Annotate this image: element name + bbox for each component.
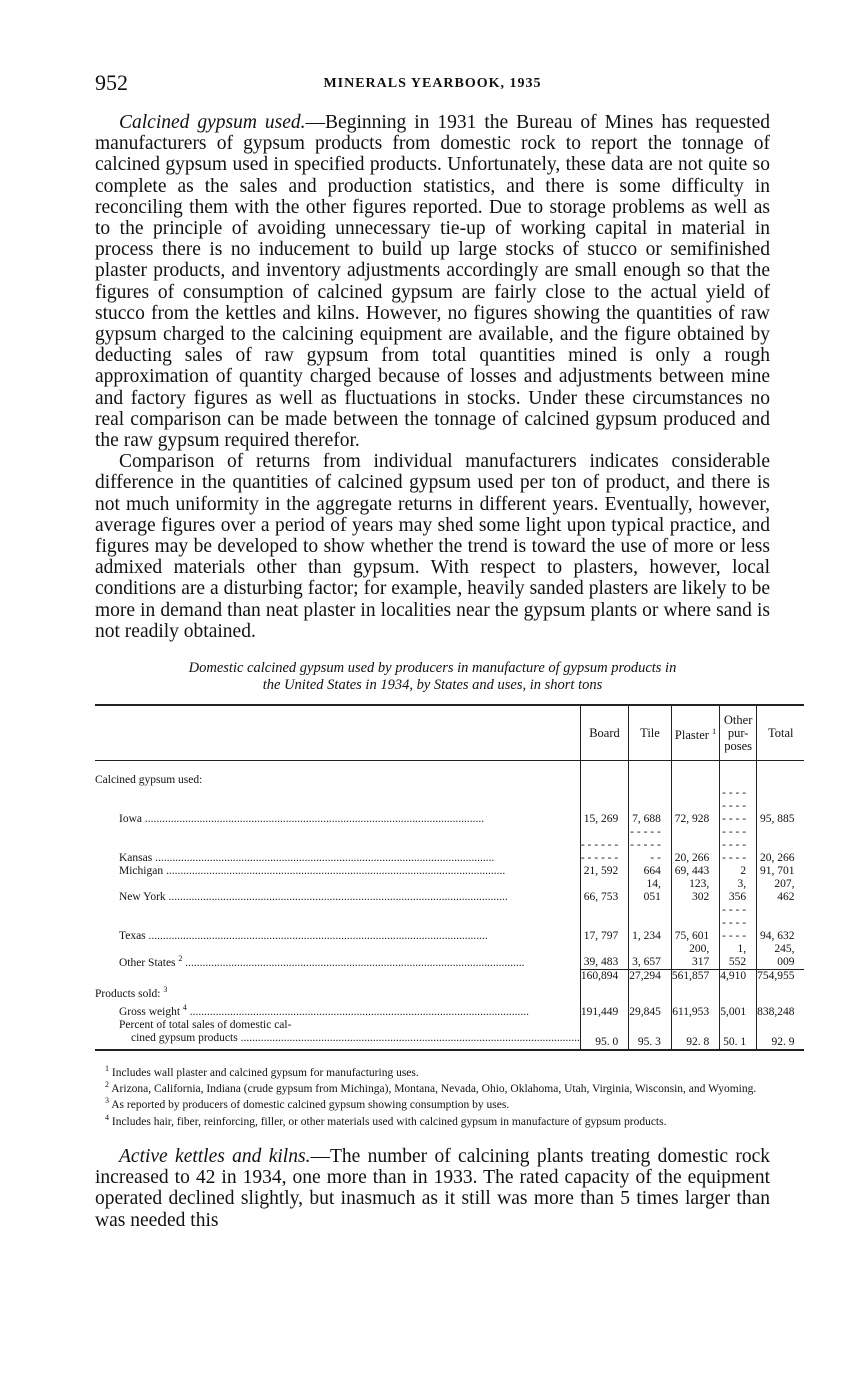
group-label-row xyxy=(95,774,804,787)
cell-plaster: 20, 266 xyxy=(671,826,719,865)
group-label-row xyxy=(95,983,804,1001)
cell-tile xyxy=(629,826,672,865)
cell-total: 91, 701 xyxy=(757,865,805,878)
footnotes xyxy=(95,1063,770,1128)
footnote xyxy=(95,1095,770,1111)
subtotal-row xyxy=(95,970,804,984)
row-label-text: Gross weight xyxy=(119,1005,181,1018)
cell-plaster: 611,953 xyxy=(671,1001,719,1019)
group-label-text: Products sold: xyxy=(95,987,161,1000)
cell-board: 17, 797 xyxy=(580,904,628,943)
row-label: cined gypsum products ..... xyxy=(131,1032,580,1045)
section-runin-title: Calcined gypsum used. xyxy=(119,112,306,133)
cell-board: 66, 753 xyxy=(580,878,628,904)
cell-board: 160,894 xyxy=(580,970,628,984)
table-header-row xyxy=(95,705,804,761)
cell-board xyxy=(580,826,628,865)
footnote xyxy=(95,1079,770,1095)
table-row xyxy=(95,787,804,826)
cell-plaster: 123, 302 xyxy=(671,878,719,904)
cell-tile: 3, 657 xyxy=(629,943,672,970)
cell-plaster: 75, 601 xyxy=(671,904,719,943)
cell-tile: 29,845 xyxy=(629,1001,672,1019)
cell-tile: 14, 051 xyxy=(629,878,672,904)
footnote-text: Arizona, California, Indiana (crude gypsum from Michinga), Montana, Nevada, Ohio, Oklahoma, Utah, Virginia, Wisconsin, and Wyoming. xyxy=(111,1082,757,1095)
table-row xyxy=(95,1032,804,1050)
page-header xyxy=(95,70,770,98)
table-row xyxy=(95,1001,804,1019)
table-row xyxy=(95,826,804,865)
footnote-text: As reported by producers of domestic calcined gypsum showing consumption by uses. xyxy=(111,1099,510,1112)
row-label-text: Other States xyxy=(119,956,176,969)
footnote-ref: 4 xyxy=(182,1002,187,1012)
footnote-text: Includes wall plaster and calcined gypsum for manufacturing uses. xyxy=(111,1066,419,1079)
table-row xyxy=(95,878,804,904)
cell-board: 21, 592 xyxy=(580,865,628,878)
footnote-ref: 3 xyxy=(163,985,168,995)
cell-tile: 27,294 xyxy=(629,970,672,984)
row-label: Michigan ..... xyxy=(119,865,580,878)
cell-other: 2 xyxy=(720,865,757,878)
footnote-mark: 3 xyxy=(105,1096,109,1106)
row-label: Percent of total sales of domestic cal- xyxy=(119,1018,292,1031)
footnote-text: Includes hair, fiber, reinforcing, filler, or other materials used with calcined gypsum in manufacture of gypsum products. xyxy=(111,1115,667,1128)
table-row xyxy=(95,904,804,943)
spacer-row xyxy=(95,761,804,775)
footnote-ref: 2 xyxy=(178,953,183,963)
footnote-ref: 1 xyxy=(712,726,717,736)
cell-plaster: 92. 8 xyxy=(671,1032,719,1050)
table-row xyxy=(95,865,804,878)
row-label xyxy=(119,1001,580,1019)
paragraph-active-kettles xyxy=(95,1146,770,1231)
caption-line: the United States in 1934, by States and uses, in short tons xyxy=(262,677,603,694)
cell-tile: 664 xyxy=(629,865,672,878)
paragraph-comparison: Comparison of returns from individual manufacturers indicates considerable difference in the quantities of calcined gypsum used per ton of product, and there is not much uniformity in the aggregate returns in different years. Eventually, however, average figures over a period of years may shed some light upon typical practice, and figures may be developed to show whether the trend is toward the use of more or less admixed materials other than gypsum. With respect to plasters, however, local conditions are a disturbing factor; for example, heavily sanded plasters are likely to be more in demand than neat plaster in localities near the gypsum plants or where sand is not readily obtained. xyxy=(95,451,770,642)
paragraph-calcined-gypsum-used xyxy=(95,112,770,451)
cell-board: 15, 269 xyxy=(580,787,628,826)
cell-total: 245, 009 xyxy=(757,943,805,970)
caption-line: Domestic calcined gypsum used by producers in manufacture of gypsum products in xyxy=(188,660,677,677)
calcined-gypsum-table xyxy=(95,704,804,1051)
cell-tile: 7, 688 xyxy=(629,787,672,826)
row-label: Iowa ..... xyxy=(119,813,580,826)
cell-other: 5,001 xyxy=(720,1001,757,1019)
cell-plaster: 69, 443 xyxy=(671,865,719,878)
cell-tile: 95. 3 xyxy=(629,1032,672,1050)
cell-total: 92. 9 xyxy=(757,1032,805,1050)
cell-board: 191,449 xyxy=(580,1001,628,1019)
col-header-board: Board xyxy=(580,705,628,761)
cell-total: 754,955 xyxy=(757,970,805,984)
cell-total: 838,248 xyxy=(757,1001,805,1019)
cell-plaster: 72, 928 xyxy=(671,787,719,826)
footnote-mark: 4 xyxy=(105,1112,109,1122)
cell-board: 39, 483 xyxy=(580,943,628,970)
row-label: Texas ..... xyxy=(119,930,580,943)
col-header-total: Total xyxy=(757,705,805,761)
row-label xyxy=(119,952,580,970)
paragraph-text: —The number of calcining plants treating domestic rock increased to 42 in 1934, one more than in 1933. The rated capacity of the equipment operated declined slightly, but inasmuch as it still was more than 5 times larger than was needed this xyxy=(95,1146,770,1231)
running-title: MINERALS YEARBOOK, 1935 xyxy=(323,76,542,91)
cell-board: 95. 0 xyxy=(580,1032,628,1050)
col-header-tile: Tile xyxy=(629,705,672,761)
page-number: 952 xyxy=(95,70,128,95)
table-row xyxy=(95,1019,804,1032)
footnote xyxy=(95,1063,770,1079)
table-row xyxy=(95,943,804,970)
cell-total: 20, 266 xyxy=(757,826,805,865)
cell-total: 207, 462 xyxy=(757,878,805,904)
row-label: New York ..... xyxy=(119,891,580,904)
cell-other xyxy=(720,787,757,826)
cell-plaster: 561,857 xyxy=(671,970,719,984)
cell-total: 94, 632 xyxy=(757,904,805,943)
document-page xyxy=(95,70,795,1231)
cell-plaster: 200, 317 xyxy=(671,943,719,970)
group-label xyxy=(95,983,580,1001)
paragraph-text: —Beginning in 1931 the Bureau of Mines has requested manufacturers of gypsum products from domestic rock to report the tonnage of calcined gypsum used in specified products. Unfortunately, these data are not quite so complete as the sales and production statistics, and there is some difficulty in reconciling them with the other figures reported. Due to storage problems as well as to the principle of avoiding unnecessary tie-up of working capital in material in process there is no inducement to build up large stocks of stucco or semifinished plaster products, and inventory adjustments accordingly are small enough so that the figures of consumption of calcined gypsum are fairly close to the actual yield of stucco from the kettles and kilns. However, no figures showing the quantities of raw gypsum charged to the calcining equipment are available, and the figure obtained by deducting sales of raw gypsum from total quantities mined is only a rough approximation of quantity charged because of losses and adjustments between mine and factory figures as well as fluctuations in stocks. Under these circumstances no real comparison can be made between the tonnage of calcined gypsum produced and the raw gypsum required therefor. xyxy=(95,112,770,452)
footnote-mark: 2 xyxy=(105,1080,109,1090)
cell-other: 50. 1 xyxy=(720,1032,757,1050)
cell-other: 4,910 xyxy=(720,970,757,984)
footnote-mark: 1 xyxy=(105,1063,109,1073)
cell-total: 95, 885 xyxy=(757,787,805,826)
col-header-other-purposes: Other pur-poses xyxy=(720,705,757,761)
cell-other: 3, 356 xyxy=(720,878,757,904)
stub-header xyxy=(95,705,580,761)
group-label: Calcined gypsum used: xyxy=(95,774,203,787)
table-caption xyxy=(95,660,770,694)
footnote xyxy=(95,1112,770,1128)
col-header-plaster xyxy=(671,705,719,761)
col-header-plaster-label: Plaster xyxy=(674,727,709,742)
cell-other: 1, 552 xyxy=(720,943,757,970)
section-runin-title: Active kettles and kilns. xyxy=(119,1146,311,1168)
cell-tile: 1, 234 xyxy=(629,904,672,943)
cell-other xyxy=(720,904,757,943)
cell-other xyxy=(720,826,757,865)
row-label: Kansas ..... xyxy=(119,852,580,865)
